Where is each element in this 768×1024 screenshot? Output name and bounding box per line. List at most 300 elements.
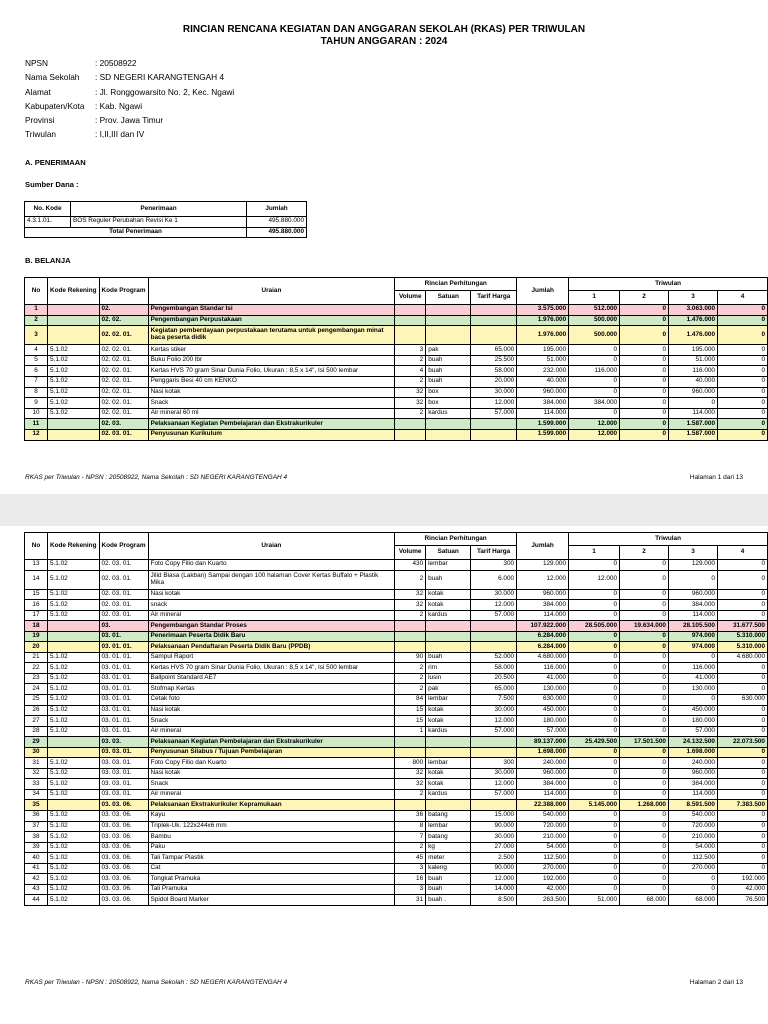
cell-satuan <box>426 621 471 632</box>
cell-triwulan-3: 0 <box>668 570 717 589</box>
cell-row-number: 13 <box>25 560 48 571</box>
cell-jumlah: 960.000 <box>517 387 569 398</box>
cell-tarif-harga: 6.000 <box>471 570 517 589</box>
cell-jumlah: 630.000 <box>517 695 569 706</box>
cell-triwulan-4: 42.000 <box>717 884 767 895</box>
cell-uraian: Paku <box>148 842 395 853</box>
cell-kode-program: 03. 03. 01. <box>99 758 148 769</box>
cell-row-number: 17 <box>25 610 48 621</box>
cell-triwulan-1: 12.000 <box>569 570 620 589</box>
cell-triwulan-2: 0 <box>620 387 669 398</box>
cell-triwulan-3: 114.000 <box>668 789 717 800</box>
cell-triwulan-2: 0 <box>620 705 669 716</box>
cell-kode-rekening: 5.1.02 <box>47 673 99 684</box>
cell-triwulan-1: 0 <box>569 842 620 853</box>
cell-volume: 32 <box>395 779 426 790</box>
cell-kode-rekening: 5.1.02 <box>47 758 99 769</box>
cell-triwulan-3: 28.105.500 <box>668 621 717 632</box>
table-row <box>25 610 768 621</box>
cell-row-number: 10 <box>25 408 48 419</box>
cell-jumlah: 384.000 <box>517 600 569 611</box>
cell-volume: 32 <box>395 768 426 779</box>
cell-kode-rekening: 5.1.02 <box>47 408 99 419</box>
cell-triwulan-1: 0 <box>569 355 620 366</box>
cell-triwulan-2: 68.000 <box>620 895 669 906</box>
cell-kode-rekening: 5.1.02 <box>47 768 99 779</box>
cell-satuan: lembar <box>426 560 471 571</box>
table-row-yellow-summary <box>25 747 768 758</box>
cell-satuan <box>426 419 471 430</box>
cell-satuan: buah <box>426 884 471 895</box>
cell-triwulan-2: 19.634.000 <box>620 621 669 632</box>
cell-kode-program: 02. 02. <box>99 315 148 326</box>
cell-triwulan-3: 0 <box>669 398 718 409</box>
cell-row-number: 16 <box>25 600 48 611</box>
cell-jumlah: 540.000 <box>517 811 569 822</box>
cell-tarif-harga: 30.000 <box>471 832 517 843</box>
cell-jumlah: 720.000 <box>517 821 569 832</box>
cell-volume: 31 <box>395 895 426 906</box>
cell-row-number: 28 <box>25 726 48 737</box>
cell-volume: 2 <box>395 408 426 419</box>
cell-triwulan-4: 0 <box>718 387 768 398</box>
cell-kode-program: 02. 02. 01. <box>99 345 148 356</box>
col-header-tarif: Tarif Harga <box>471 546 517 560</box>
cell-row-number: 2 <box>25 315 48 326</box>
cell-triwulan-1: 0 <box>569 387 620 398</box>
cell-kode-program: 03. 01. 01. <box>99 642 148 653</box>
cell-uraian: Pengembangan Standar Proses <box>148 621 395 632</box>
cell-row-number: 40 <box>25 853 48 864</box>
cell-uraian: Pelaksanaan Kegiatan Pembelajaran dan Ekstrakurikuler <box>148 737 395 748</box>
cell-kode-rekening <box>47 631 99 642</box>
cell-triwulan-2: 0 <box>620 376 669 387</box>
cell-uraian: Penyusunan Kurikulum <box>148 429 395 440</box>
cell-volume: 2 <box>395 663 426 674</box>
cell-volume: 2 <box>395 570 426 589</box>
cell-triwulan-4: 0 <box>717 832 767 843</box>
sumber-dana-label: Sumber Dana : <box>25 180 79 189</box>
cell-row-number: 4 <box>25 345 48 356</box>
cell-triwulan-4: 0 <box>718 315 768 326</box>
cell-triwulan-1: 12.000 <box>569 429 620 440</box>
cell-kode-program: 02. 02. 01. <box>99 366 148 377</box>
cell-satuan: buah <box>426 355 471 366</box>
cell-triwulan-4: 0 <box>717 673 767 684</box>
cell-satuan: lembar <box>426 695 471 706</box>
cell-kode-program: 02. 02. 01. <box>99 387 148 398</box>
cell-uraian: Snack <box>148 716 395 727</box>
cell-row-number: 24 <box>25 684 48 695</box>
cell-satuan: kaleng <box>426 863 471 874</box>
cell-satuan: pak <box>426 345 471 356</box>
cell-triwulan-4: 0 <box>717 600 767 611</box>
cell-triwulan-3: 114.000 <box>668 610 717 621</box>
cell-kode-rekening <box>47 621 99 632</box>
cell-triwulan-3: 51.000 <box>669 355 718 366</box>
cell-triwulan-1: 0 <box>569 560 620 571</box>
cell-jumlah: 4.680.000 <box>517 652 569 663</box>
cell-volume <box>395 305 426 316</box>
section-penerimaan-heading: A. PENERIMAAN <box>25 158 86 167</box>
col-header-triwulan: Triwulan <box>569 278 768 291</box>
cell-triwulan-3: 1.587.000 <box>669 429 718 440</box>
cell-triwulan-2: 0 <box>620 610 669 621</box>
table-row-yellow-summary <box>25 642 768 653</box>
cell-tarif-harga <box>471 642 517 653</box>
cell-triwulan-3: 384.000 <box>668 600 717 611</box>
cell-kode-rekening: 5.1.02 <box>47 789 99 800</box>
cell-satuan <box>426 737 471 748</box>
cell-triwulan-2: 0 <box>620 366 669 377</box>
col-header-triwulan-4: 4 <box>718 291 768 305</box>
cell-triwulan-3: 54.000 <box>668 842 717 853</box>
table-row <box>25 387 768 398</box>
cell-triwulan-2: 0 <box>620 789 669 800</box>
cell-tarif-harga: 20.000 <box>471 376 517 387</box>
cell-triwulan-2: 0 <box>620 747 669 758</box>
cell-uraian: Foto Copy Filio dan Kuarto <box>148 758 395 769</box>
table-row-green-summary <box>25 419 768 430</box>
cell-satuan: box <box>426 398 471 409</box>
col-header-rincian: Rincian Perhitungan <box>395 533 517 546</box>
table-row <box>25 758 768 769</box>
cell-triwulan-4: 22.073.500 <box>717 737 767 748</box>
cell-triwulan-2: 0 <box>620 811 669 822</box>
cell-kode-rekening: 5.1.02 <box>47 652 99 663</box>
cell-kode-rekening <box>47 737 99 748</box>
cell-satuan <box>426 631 471 642</box>
cell-triwulan-1: 0 <box>569 408 620 419</box>
cell-volume: 84 <box>395 695 426 706</box>
cell-triwulan-1: 0 <box>569 811 620 822</box>
cell-triwulan-4: 5.310.000 <box>717 631 767 642</box>
cell-kode-rekening: 5.1.02 <box>47 695 99 706</box>
col-header-jumlah: Jumlah <box>517 278 569 305</box>
cell-uraian: Cetak foto <box>148 695 395 706</box>
cell-triwulan-2: 0 <box>620 419 669 430</box>
table-row <box>25 789 768 800</box>
cell-uraian: Snack <box>148 779 395 790</box>
cell-triwulan-2: 0 <box>620 429 669 440</box>
cell-triwulan-2: 0 <box>620 842 669 853</box>
cell-kode-program: 02. 03. 01. <box>99 570 148 589</box>
cell-triwulan-2: 0 <box>620 673 669 684</box>
cell-row-number: 29 <box>25 737 48 748</box>
cell-triwulan-4: 192.000 <box>717 874 767 885</box>
col-header-triwulan-1: 1 <box>569 546 620 560</box>
cell-triwulan-2: 0 <box>620 315 669 326</box>
cell-tarif-harga: 12.000 <box>471 600 517 611</box>
cell-jumlah: 192.000 <box>517 874 569 885</box>
cell-uraian: Penyusunan Silabus / Tujuan Pembelajaran <box>148 747 395 758</box>
cell-triwulan-1: 0 <box>569 673 620 684</box>
cell-volume <box>395 315 426 326</box>
cell-jumlah: 51.000 <box>517 355 569 366</box>
cell-kode-rekening: 5.1.02 <box>47 684 99 695</box>
cell-triwulan-1: 28.505.000 <box>569 621 620 632</box>
cell-uraian: Tongkat Pramuka <box>148 874 395 885</box>
cell-jumlah: 270.000 <box>517 863 569 874</box>
cell-triwulan-2: 0 <box>620 768 669 779</box>
cell-triwulan-3: 8.591.500 <box>668 800 717 811</box>
cell-volume: 8 <box>395 821 426 832</box>
cell-satuan: rim <box>426 663 471 674</box>
cell-jumlah: 6.284.000 <box>517 631 569 642</box>
cell-triwulan-3: 114.000 <box>669 408 718 419</box>
cell-triwulan-1: 0 <box>569 726 620 737</box>
cell-triwulan-3: 129.000 <box>668 560 717 571</box>
cell-triwulan-4: 0 <box>717 853 767 864</box>
cell-kode-rekening: 5.1.02 <box>47 663 99 674</box>
cell-triwulan-1: 0 <box>569 884 620 895</box>
cell-uraian: Pengembangan Standar Isi <box>148 305 395 316</box>
cell-kode-rekening: 5.1.02 <box>47 560 99 571</box>
cell-triwulan-4: 0 <box>717 811 767 822</box>
cell-triwulan-4: 5.310.000 <box>717 642 767 653</box>
cell-triwulan-3: 450.000 <box>668 705 717 716</box>
cell-jumlah: 1.698.000 <box>517 747 569 758</box>
cell-triwulan-1: 0 <box>569 345 620 356</box>
cell-triwulan-4: 0 <box>717 716 767 727</box>
report-title: RINCIAN RENCANA KEGIATAN DAN ANGGARAN SEKOLAH (RKAS) PER TRIWULAN <box>182 24 586 35</box>
cell-triwulan-2: 0 <box>620 600 669 611</box>
belanja-rows-page-2 <box>25 560 768 906</box>
cell-satuan: kotak <box>426 589 471 600</box>
cell-tarif-harga: 90.000 <box>471 863 517 874</box>
cell-jumlah: 210.000 <box>517 832 569 843</box>
table-row <box>25 695 768 706</box>
cell-kode-program: 03. 03. 06. <box>99 800 148 811</box>
table-row <box>25 600 768 611</box>
cell-triwulan-1: 51.000 <box>569 895 620 906</box>
cell-triwulan-4: 0 <box>718 408 768 419</box>
cell-volume: 2 <box>395 684 426 695</box>
cell-kode-program: 03. 03. 01. <box>99 789 148 800</box>
cell-satuan <box>426 326 471 345</box>
cell-satuan: box <box>426 387 471 398</box>
cell-triwulan-1: 0 <box>569 747 620 758</box>
table-row-green-summary <box>25 315 768 326</box>
cell-triwulan-4: 0 <box>717 726 767 737</box>
cell-kode-rekening: 5.1.02 <box>47 387 99 398</box>
cell-kode-rekening <box>47 642 99 653</box>
cell-volume: 32 <box>395 600 426 611</box>
cell-triwulan-2: 0 <box>620 863 669 874</box>
cell-satuan: kotak <box>426 779 471 790</box>
table-row <box>25 863 768 874</box>
cell-volume: 430 <box>395 560 426 571</box>
cell-uraian: Pelaksanaan Kegiatan Pembelajaran dan Ekstrakurikuler <box>148 419 395 430</box>
cell-triwulan-3: 1.476.000 <box>669 326 718 345</box>
cell-volume: 15 <box>395 705 426 716</box>
cell-tarif-harga: 58.000 <box>471 366 517 377</box>
cell-satuan: batang <box>426 832 471 843</box>
table-row <box>25 589 768 600</box>
cell-triwulan-2: 0 <box>620 832 669 843</box>
cell-triwulan-1: 0 <box>569 663 620 674</box>
col-header-triwulan-3: 3 <box>669 291 718 305</box>
cell-triwulan-3: 1.476.000 <box>669 315 718 326</box>
cell-triwulan-1: 0 <box>569 874 620 885</box>
table-row-pink-summary <box>25 305 768 316</box>
cell-triwulan-2: 0 <box>620 398 669 409</box>
cell-triwulan-1: 0 <box>569 768 620 779</box>
cell-triwulan-4: 0 <box>717 570 767 589</box>
col-header-satuan: Satuan <box>426 291 471 305</box>
cell-row-number: 42 <box>25 874 48 885</box>
cell-kode-program: 02. 03. 01. <box>99 610 148 621</box>
cell-satuan: lusin <box>426 673 471 684</box>
cell-triwulan-3: 720.000 <box>668 821 717 832</box>
cell-triwulan-1: 384.000 <box>569 398 620 409</box>
table-row <box>25 716 768 727</box>
cell-volume: 3 <box>395 863 426 874</box>
cell-uraian: Kertas HVS 70 gram Sinar Dunia Folio, Ukuran : 8,5 x 14", Isi 500 lembar <box>148 366 395 377</box>
cell-triwulan-2: 0 <box>620 663 669 674</box>
table-row <box>25 376 768 387</box>
cell-kode-program: 02. 02. 01. <box>99 408 148 419</box>
cell-triwulan-1: 0 <box>569 376 620 387</box>
cell-volume: 7 <box>395 832 426 843</box>
cell-volume: 32 <box>395 387 426 398</box>
cell-tarif-harga: 30.000 <box>471 768 517 779</box>
cell-kode-program: 02. 03. 01. <box>99 560 148 571</box>
cell-triwulan-2: 0 <box>620 570 669 589</box>
col-header-uraian: Uraian <box>148 278 395 305</box>
cell-triwulan-4: 0 <box>718 345 768 356</box>
cell-satuan: buah <box>426 652 471 663</box>
cell-triwulan-4: 0 <box>717 747 767 758</box>
cell-satuan: pak <box>426 684 471 695</box>
col-header-no-kode: No. Kode <box>25 202 71 217</box>
cell-satuan <box>426 315 471 326</box>
cell-row-number: 36 <box>25 811 48 822</box>
table-row <box>25 895 768 906</box>
cell-volume: 2 <box>395 610 426 621</box>
penerimaan-table <box>24 201 307 238</box>
cell-triwulan-2: 17.501.500 <box>620 737 669 748</box>
col-header-kode-program: Kode Program <box>99 278 148 305</box>
cell-triwulan-2: 0 <box>620 642 669 653</box>
cell-row-number: 26 <box>25 705 48 716</box>
cell-triwulan-3: 974.000 <box>668 642 717 653</box>
cell-tarif-harga: 25.500 <box>471 355 517 366</box>
cell-tarif-harga <box>471 631 517 642</box>
cell-uraian: Stofmap Kertas <box>148 684 395 695</box>
cell-triwulan-1: 500.000 <box>569 326 620 345</box>
cell-triwulan-3: 24.132.500 <box>668 737 717 748</box>
cell-satuan: kotak <box>426 600 471 611</box>
cell-kode-program: 02. 02. 01. <box>99 326 148 345</box>
cell-triwulan-3: 384.000 <box>668 779 717 790</box>
cell-row-number: 43 <box>25 884 48 895</box>
cell-triwulan-1: 500.000 <box>569 315 620 326</box>
cell-triwulan-1: 0 <box>569 863 620 874</box>
cell-kode-rekening <box>47 747 99 758</box>
cell-row-number: 6 <box>25 366 48 377</box>
cell-triwulan-2: 0 <box>620 821 669 832</box>
cell-uraian: Penggaris Besi 40 cm KENKO <box>148 376 395 387</box>
table-row <box>25 832 768 843</box>
cell-kode-program: 03. 01. 01. <box>99 652 148 663</box>
cell-kode-program: 02. 02. 01. <box>99 398 148 409</box>
belanja-table-page-2 <box>24 532 768 906</box>
cell-jumlah: 263.500 <box>517 895 569 906</box>
cell-tarif-harga: 58.000 <box>471 663 517 674</box>
cell-kode-program: 03. 01. 01. <box>99 705 148 716</box>
cell-kode-rekening: 5.1.02 <box>47 376 99 387</box>
cell-volume: 15 <box>395 716 426 727</box>
table-row <box>25 768 768 779</box>
cell-triwulan-1: 0 <box>569 779 620 790</box>
cell-row-number: 22 <box>25 663 48 674</box>
cell-triwulan-3: 195.000 <box>669 345 718 356</box>
cell-tarif-harga: 57.000 <box>471 610 517 621</box>
cell-row-number: 37 <box>25 821 48 832</box>
cell-tarif-harga: 2.500 <box>471 853 517 864</box>
table-row-yellow-summary <box>25 429 768 440</box>
col-header-satuan: Satuan <box>426 546 471 560</box>
table-row <box>25 663 768 674</box>
cell-kode-program: 02. 02. 01. <box>99 355 148 366</box>
cell-tarif-harga: 12.000 <box>471 398 517 409</box>
cell-satuan: lembar <box>426 821 471 832</box>
cell-kode-rekening: 5.1.02 <box>47 570 99 589</box>
report-page-1 <box>0 0 768 494</box>
table-row <box>25 652 768 663</box>
cell-kode-rekening: 5.1.02 <box>47 874 99 885</box>
cell-triwulan-1: 512.000 <box>569 305 620 316</box>
cell-tarif-harga: 7.500 <box>471 695 517 706</box>
cell-kode-rekening: 5.1.02 <box>47 600 99 611</box>
col-header-triwulan-2: 2 <box>620 546 669 560</box>
cell-row-number: 32 <box>25 768 48 779</box>
cell-volume: 45 <box>395 853 426 864</box>
cell-jumlah: 1.599.000 <box>517 419 569 430</box>
cell-jumlah: 114.000 <box>517 610 569 621</box>
cell-volume: 16 <box>395 874 426 885</box>
table-row <box>25 821 768 832</box>
cell-uraian: Air mineral <box>148 789 395 800</box>
cell-uraian: Buku Folio 200 lbr <box>148 355 395 366</box>
cell-kode-program: 03. 03. 06. <box>99 821 148 832</box>
cell-triwulan-4: 0 <box>717 758 767 769</box>
table-row <box>25 366 768 377</box>
cell-kode-program: 03. 03. 06. <box>99 842 148 853</box>
cell-tarif-harga: 90.000 <box>471 821 517 832</box>
cell-triwulan-4: 0 <box>718 419 768 430</box>
cell-triwulan-4: 0 <box>717 863 767 874</box>
cell-row-number: 30 <box>25 747 48 758</box>
info-row-kabupaten: Kabupaten/Kota : Kab. Ngawi <box>25 100 143 111</box>
cell-triwulan-3: 130.000 <box>668 684 717 695</box>
table-row <box>25 779 768 790</box>
cell-triwulan-3: 1.698.000 <box>668 747 717 758</box>
cell-volume <box>395 642 426 653</box>
cell-triwulan-4: 0 <box>717 779 767 790</box>
cell-triwulan-2: 0 <box>620 695 669 706</box>
cell-kode-program: 03. <box>99 621 148 632</box>
cell-tarif-harga <box>471 419 517 430</box>
info-row-triwulan: Triwulan : I,II,III dan IV <box>25 129 145 140</box>
cell-uraian: snack <box>148 600 395 611</box>
cell-tarif-harga <box>471 737 517 748</box>
col-header-uraian: Uraian <box>148 533 395 560</box>
cell-tarif-harga: 27.000 <box>471 842 517 853</box>
cell-volume: 32 <box>395 398 426 409</box>
col-header-kode-rekening: Kode Rekening <box>47 533 99 560</box>
